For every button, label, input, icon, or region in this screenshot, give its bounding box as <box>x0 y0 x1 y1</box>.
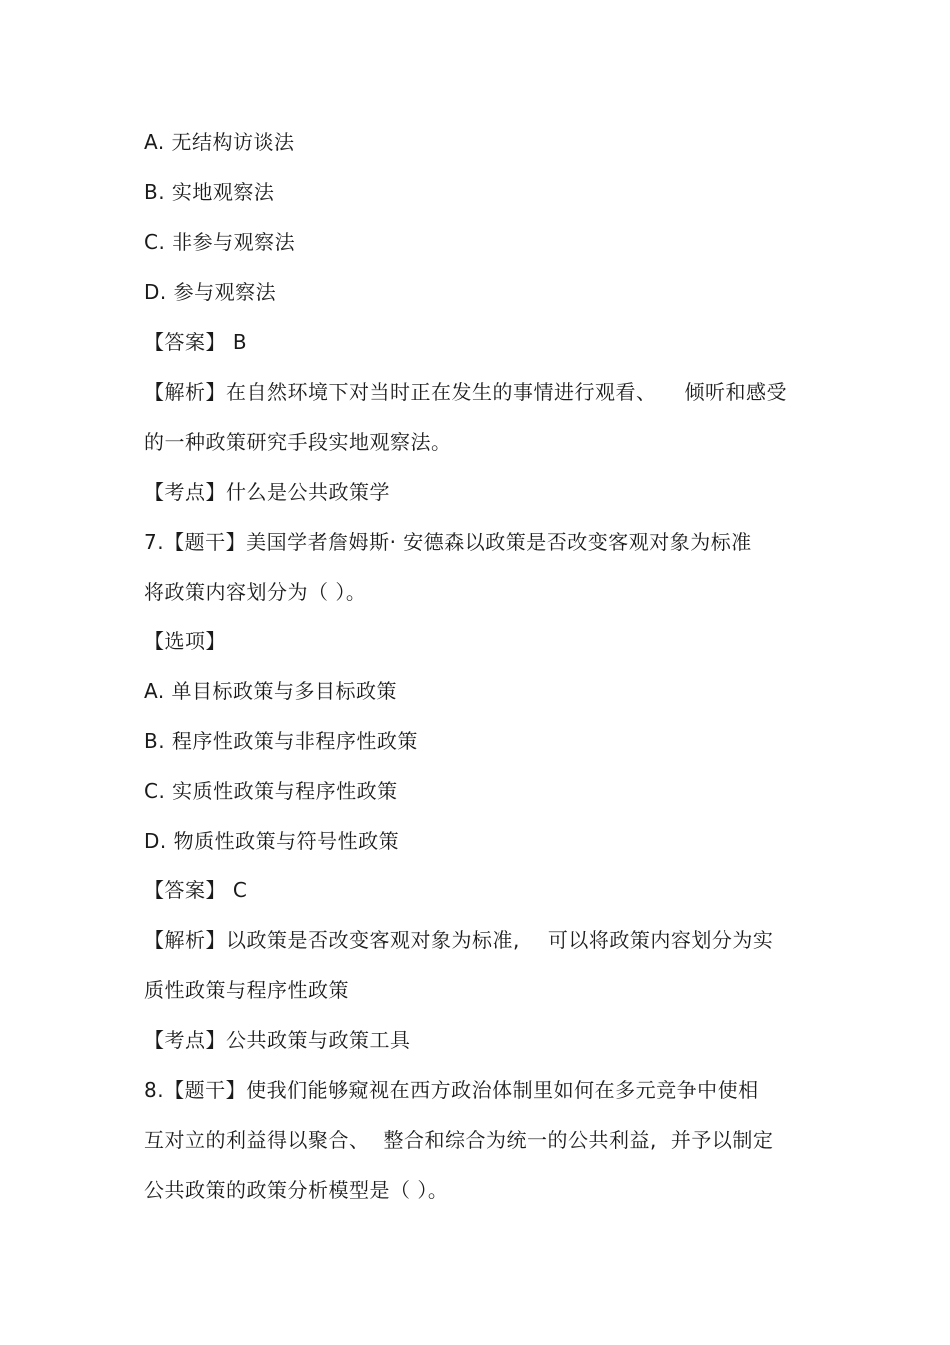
q8-stem-part-c: 并予以制定 <box>670 1128 774 1152</box>
q6-analysis-line-2: 的一种政策研究手段实地观察法。 <box>144 430 452 454</box>
q8-stem-part-a: 互对立的利益得以聚合、 <box>144 1128 370 1152</box>
q7-option-c: C. 实质性政策与程序性政策 <box>144 779 398 803</box>
q7-stem-line-1: 7.【题干】美国学者詹姆斯· 安德森以政策是否改变客观对象为标准 <box>144 530 752 554</box>
q7-analysis-line-2: 质性政策与程序性政策 <box>144 978 349 1002</box>
q7-stem-line-2: 将政策内容划分为（ ）。 <box>144 580 367 604</box>
q8-stem-line-3: 公共政策的政策分析模型是（ ）。 <box>144 1178 449 1202</box>
q7-answer: 【答案】 C <box>144 878 248 902</box>
q7-option-b: B. 程序性政策与非程序性政策 <box>144 729 418 753</box>
q7-topic: 【考点】公共政策与政策工具 <box>144 1028 411 1052</box>
q6-option-c: C. 非参与观察法 <box>144 230 296 254</box>
q7-analysis-part-a: 【解析】以政策是否改变客观对象为标准, <box>144 928 520 952</box>
q6-analysis-part-b: 倾听和感受 <box>684 380 787 404</box>
q7-option-a: A. 单目标政策与多目标政策 <box>144 679 398 703</box>
q7-analysis-line-1 <box>144 927 773 953</box>
q7-analysis-part-b: 可以将政策内容划分为实 <box>547 928 774 952</box>
q6-option-d: D. 参与观察法 <box>144 280 277 304</box>
q7-options-header: 【选项】 <box>144 629 226 653</box>
q8-stem-part-b: 整合和综合为统一的公共利益, <box>383 1128 657 1152</box>
q6-analysis-part-a: 【解析】在自然环境下对当时正在发生的事情进行观看、 <box>144 380 657 404</box>
q8-stem-line-1: 8.【题干】使我们能够窥视在西方政治体制里如何在多元竞争中使相 <box>144 1078 759 1102</box>
q6-answer: 【答案】 B <box>144 330 248 354</box>
q6-option-b: B. 实地观察法 <box>144 180 275 204</box>
q6-analysis-line-1 <box>144 379 787 405</box>
q7-option-d: D. 物质性政策与符号性政策 <box>144 829 400 853</box>
q6-option-a: A. 无结构访谈法 <box>144 130 295 154</box>
q8-stem-line-2 <box>144 1127 773 1153</box>
q6-topic: 【考点】什么是公共政策学 <box>144 480 390 504</box>
